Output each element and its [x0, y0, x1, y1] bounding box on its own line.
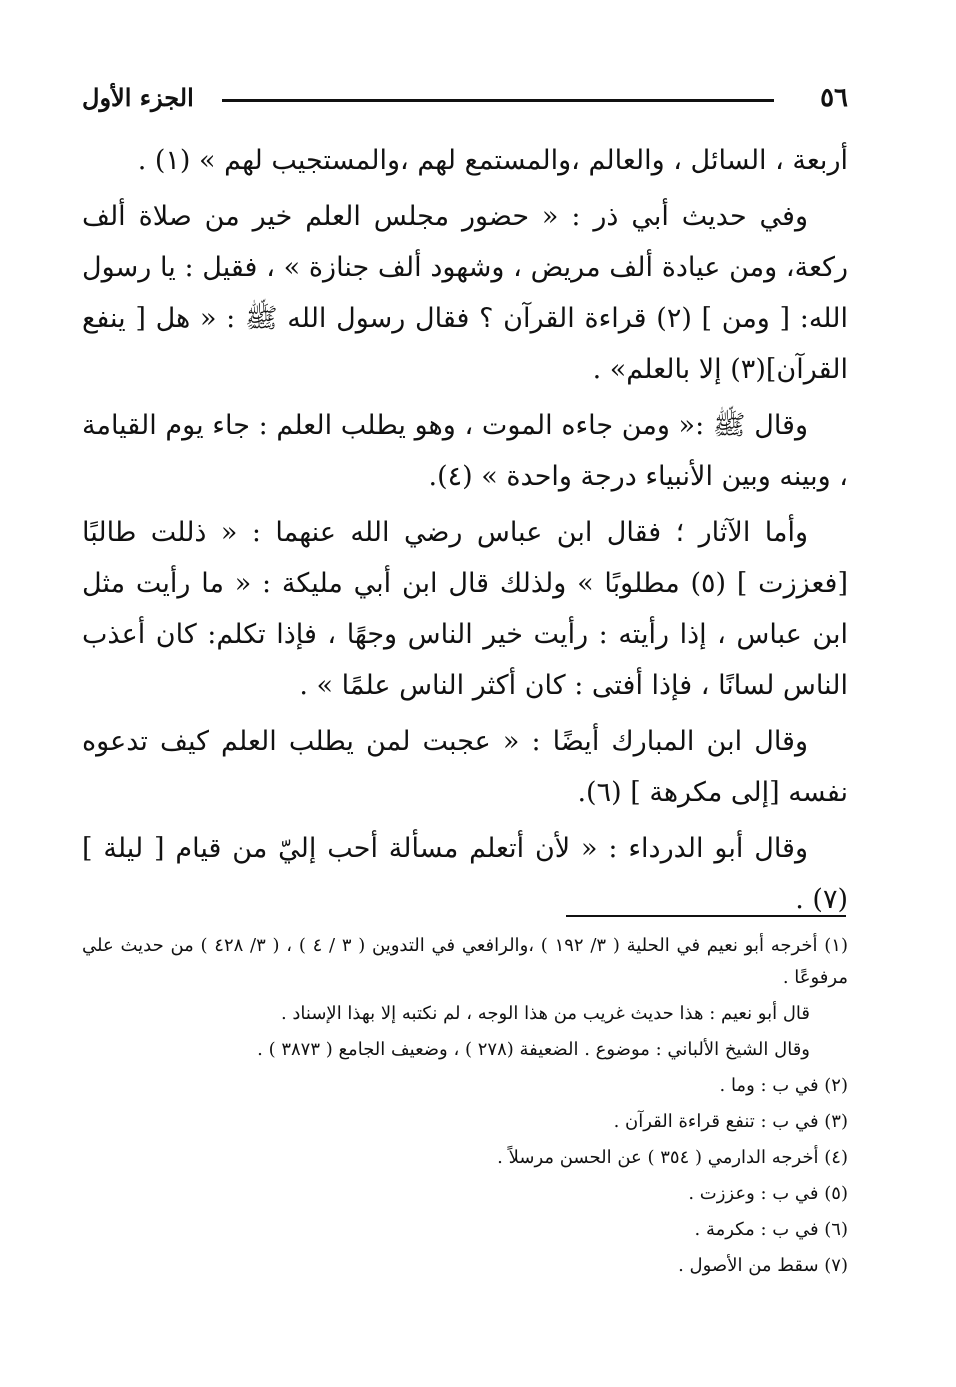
footnote: (٦) في ب : مكرمة . [694, 1219, 848, 1240]
paragraph: وقال ابن المبارك أيضًا : « عجبت لمن يطلب العلم كيف تدعوه نفسه [إلى مكرهة ] (٦). [82, 726, 848, 808]
part-title: الجزء الأول [82, 83, 194, 112]
footnote: قال أبو نعيم : هذا حديث غريب من هذا الوجه ، لم نكتبه إلا بهذا الإسناد . [280, 1003, 810, 1024]
footnote: وقال الشيخ الألباني : موضوع . الضعيفة (٢٧٨ ) ، وضعيف الجامع ( ٣٨٧٣ ) . [257, 1039, 810, 1060]
footnote: (١) أخرجه أبو نعيم في الحلية ( ٣/ ١٩٢ ) ،والرافعي في التدوين ( ٣ / ٤ ) ، ( ٣/ ٤٢٨ ) من حديث علي مرفوعًا . [82, 935, 848, 988]
footnote: (٢) في ب : وما . [719, 1075, 848, 1096]
paragraph: وفي حديث أبي ذر : « حضور مجلس العلم خير من صلاة ألف ركعة، ومن عيادة ألف مريض ، وشهود ألف جنازة » ، فقيل : يا رسول الله: [ ومن ] (٢) قراءة القرآن ؟ فقال رسول الله ﷺ : « هل [ ينفع القرآن](٣) إلا بالعلم» . [82, 201, 848, 385]
footnotes [82, 930, 848, 1286]
paragraph: وأما الآثار ؛ فقال ابن عباس رضي الله عنهما : « ذللت طالبًا [فعززت ] (٥) مطلوبًا » ولذلك قال ابن أبي مليكة : « ما رأيت مثل ابن عباس ، إذا رأيته : رأيت خير الناس وجهًا ، فإذا تكلم: كان أعذب الناس لسانًا ، فإذا أفتى : كان أكثر الناس علمًا » . [82, 517, 848, 701]
footnote: (٧) سقط من الأصول . [678, 1255, 848, 1276]
page-number: ٥٦ [820, 83, 848, 113]
main-text [82, 135, 848, 930]
paragraph: وقال ﷺ :« ومن جاءه الموت ، وهو يطلب العلم : جاء يوم القيامة ، وبينه وبين الأنبياء درجة واحدة » (٤). [82, 410, 848, 492]
footnote: (٣) في ب : تنفع قراءة القرآن . [613, 1111, 848, 1132]
footnote-divider [566, 915, 846, 917]
footnote: (٤) أخرجه الدارمي ( ٣٥٤ ) عن الحسن مرسلاً . [497, 1147, 848, 1168]
footnote: (٥) في ب : وعززت . [688, 1183, 848, 1204]
paragraph: وقال أبو الدرداء : « لأن أتعلم مسألة أحب إليّ من قيام [ ليلة ] (٧) . [82, 833, 848, 915]
paragraph: أربعة ، السائل ، والعالم ،والمستمع لهم ،والمستجيب لهم » (١) . [137, 145, 848, 176]
header-rule [222, 99, 774, 102]
